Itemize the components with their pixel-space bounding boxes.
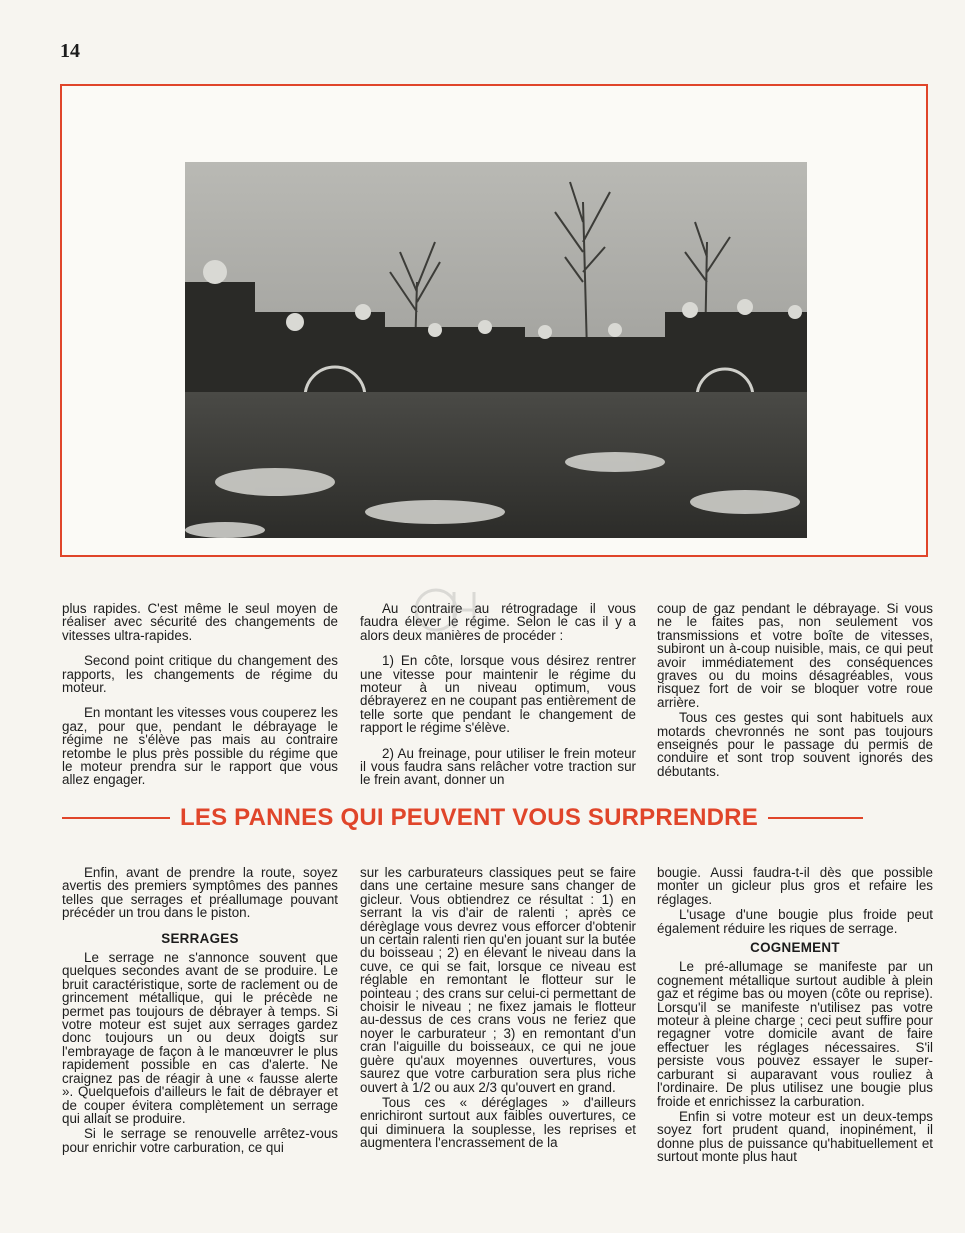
watermark-logo xyxy=(414,580,484,640)
photo xyxy=(185,162,807,538)
column-5 xyxy=(360,866,636,1162)
column-3 xyxy=(657,602,933,790)
subheading-cognement: COGNEMENT xyxy=(750,940,840,956)
paragraph: L'usage d'une bougie plus froide peut également réduire les riques de serrage. xyxy=(657,907,933,936)
column-4 xyxy=(62,866,338,1166)
heading-rule-left xyxy=(62,817,170,819)
paragraph: Enfin, avant de prendre la route, soyez avertis des premiers symptômes des pannes telles que serrages et préallumage pouvant précéder un trou dans le piston. xyxy=(62,865,338,921)
column-2 xyxy=(360,602,636,799)
paragraph: Si le serrage se renouvelle arrêtez-vous pour enrichir votre carburation, ce qui xyxy=(62,1126,338,1155)
paragraph: plus rapides. C'est même le seul moyen de réaliser avec sécurité des changements de vitesses ultra-rapides. xyxy=(62,601,338,643)
paragraph: 1) En côte, lorsque vous désirez rentrer une vitesse pour maintenir le régime du moteur à un niveau optimum, vous débrayerez en ne coupant pas entièrement de telle sorte que pendant le changement de rapport le régime s'élève. xyxy=(360,653,636,736)
section-title: LES PANNES QUI PEUVENT VOUS SURPRENDRE xyxy=(180,804,758,831)
paragraph: Tous ces gestes qui sont habituels aux motards chevronnés ne sont pas toujours enseignés pour le passage du permis de conduire et sont trop souvent ignorés des débutants. xyxy=(657,710,933,779)
column-1 xyxy=(62,602,338,799)
column-6 xyxy=(657,866,933,1176)
heading-rule-right xyxy=(768,817,863,819)
paragraph: Enfin si votre moteur est un deux-temps soyez fort prudent quand, inopinément, il donne plus de puissance qu'habituellement et surtout monte plus haut xyxy=(657,1108,933,1165)
paragraph: Au contraire au rétrogradage il vous faudra élever le régime. Selon le cas il y a alors deux manières de procéder : xyxy=(360,601,636,643)
paragraph: Le pré-allumage se manifeste par un cognement métallique surtout audible à plein gaz et régime bas ou moyen (côte ou reprise). Lorsqu'il se manifeste n'utilisez pas votre moteur à pleine charge ; ceci peut suffire pour regagner votre domicile avant de faire effectuer les réglages nécessaires. S'il persiste vous pouvez essayer le super-carburant si auparavant vous rouliez à l'ordinaire. De plus utilisez une bougie plus froide et enrichissez la carburation. xyxy=(657,959,933,1109)
paragraph: En montant les vitesses vous couperez les gaz, pour que, pendant le débrayage le régime ne s'élève pas mais au contraire retombe le plus près possible du régime que le moteur prendra sur le rapport que vous allez engager. xyxy=(62,705,338,788)
paragraph: sur les carburateurs classiques peut se faire dans une certaine mesure sans changer de gicleur. Vous obtiendrez ce résultat : 1) en serrant la vis d'air de ralenti ; après ce dérèglage vous devrez vous efforcer d'obtenir un certain ralenti rien qu'en jouant sur la butée du boisseau ; 2) en élevant le niveau dans la cuve, ce qui se fait, lorsque ce niveau est réglable en remontant le flotteur sur le pointeau ; des crans sur celui-ci permettant de choisir le niveau ; ne fixez jamais le flotteur au-dessus de ces crans vous ne feriez que noyer le carburateur ; 3) en remontant d'un cran l'aiguille du boisseaux, ce qui ne joue guère qu'aux moyennes ouvertures, vous saurez que votre carburation sera plus riche ouvert à 1/2 ou aux 2/3 qu'ouvert en grand. xyxy=(360,865,636,1095)
paragraph: bougie. Aussi faudra-t-il dès que possible monter un gicleur plus gros et refaire les réglages. xyxy=(657,865,933,907)
paragraph: Tous ces « déréglages » d'ailleurs enrichiront surtout aux faibles ouvertures, ce qui diminuera la souplesse, les reprises et augmentera l'encrassement de la xyxy=(360,1094,636,1151)
paragraph: coup de gaz pendant le débrayage. Si vous ne le faites pas, non seulement vos transmissions et votre boîte de vitesses, subiront un à-coup nuisible, mais, ce qui peut avoir immédiatement des conséquences graves ou du moins désagréables, vous risquez fort de voir se bloquer votre roue arrière. xyxy=(657,601,933,710)
subheading-serrages: SERRAGES xyxy=(161,930,239,946)
photo-motorcyclists-illustration xyxy=(185,162,807,538)
photo-frame xyxy=(60,84,928,557)
paragraph: Second point critique du changement des rapports, les changements de régime du moteur. xyxy=(62,653,338,696)
paragraph: 2) Au freinage, pour utiliser le frein moteur il vous faudra sans relâcher votre traction sur le frein avant, donner un xyxy=(360,745,636,788)
page-number: 14 xyxy=(60,40,80,62)
paragraph: Le serrage ne s'annonce souvent que quelques secondes avant de se produire. Le bruit caractéristique, sorte de raclement ou de grincement métallique, qui le précède ne permet pas toujours de débrayer à temps. Si votre moteur est sujet aux serrages gardez donc toujours un ou deux doigts sur l'embrayage de façon à le manœuvrer le plus rapidement possible en cas d'alerte. Ne craignez pas de réagir à une « fausse alerte ». Quelquefois d'ailleurs le fait de débrayer et de couper évitera complètement un serrage qui allait se produire. xyxy=(62,950,338,1126)
section-heading xyxy=(62,800,934,836)
